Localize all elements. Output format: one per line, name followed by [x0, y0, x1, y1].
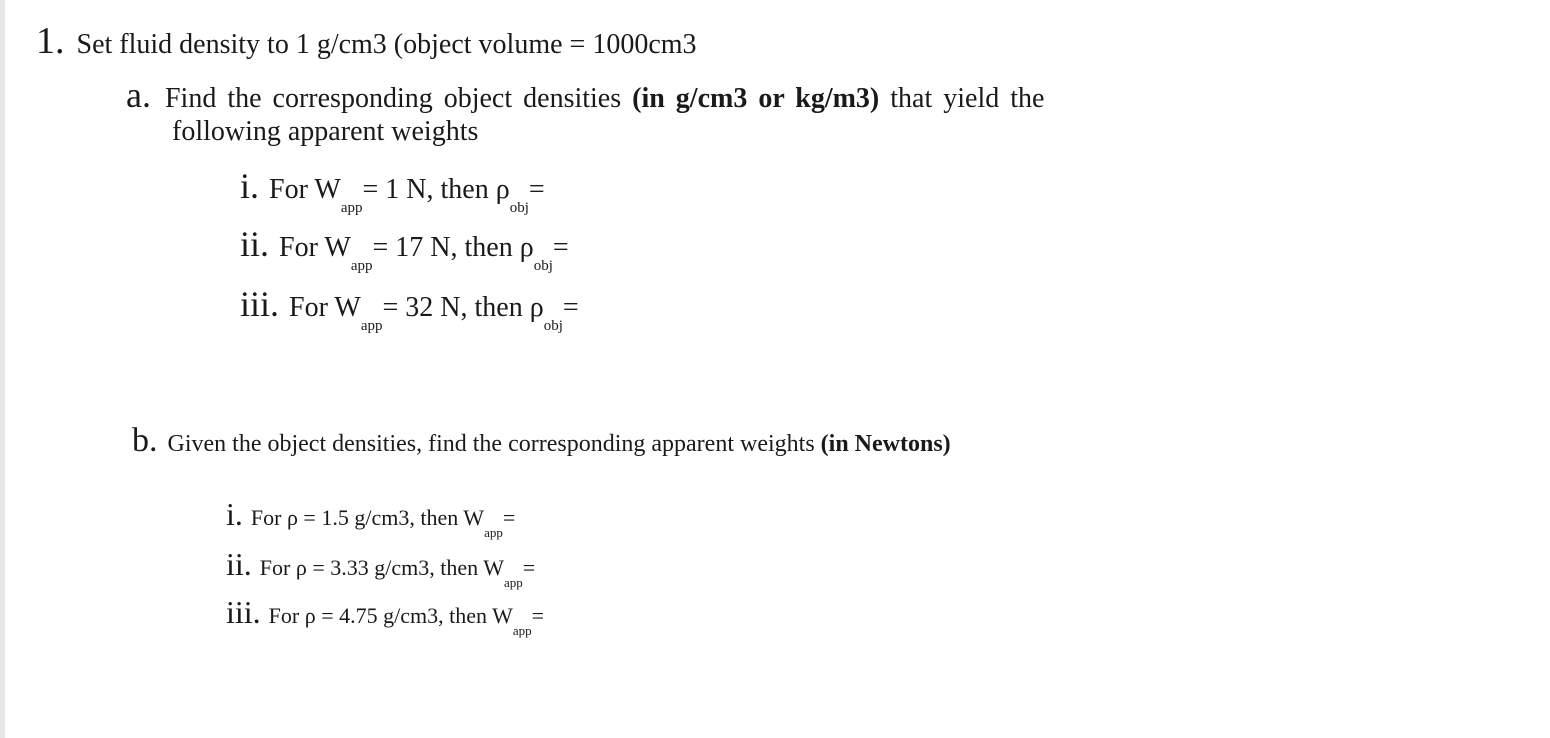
item-numeral: ii. — [226, 546, 252, 582]
item-numeral: ii. — [240, 224, 270, 264]
part-a-text-2: that yield the — [879, 83, 1045, 114]
item-pre: For W — [289, 292, 361, 323]
part-a-text-line2: following apparent weights — [172, 116, 479, 147]
item-post: = — [502, 505, 516, 530]
part-b-item-3 — [226, 594, 545, 638]
question-number: 1. — [36, 20, 65, 62]
item-pre: For W — [279, 232, 351, 263]
subscript-app: app — [350, 258, 373, 274]
item-post: = — [562, 292, 579, 323]
question-1 — [36, 22, 697, 60]
subscript-app: app — [512, 623, 532, 638]
part-a-heading — [126, 77, 1044, 113]
item-pre: For W — [269, 174, 341, 205]
item-pre: For ρ = 4.75 g/cm3, then W — [268, 603, 513, 628]
subscript-obj: obj — [533, 258, 553, 274]
part-a-item-3 — [240, 284, 579, 334]
part-b-item-2 — [226, 546, 536, 590]
item-post: = — [528, 174, 545, 205]
part-b-item-1 — [226, 496, 516, 540]
part-a-letter: a. — [126, 75, 151, 115]
item-mid: = 32 N, then ρ — [382, 292, 544, 323]
subscript-app: app — [503, 575, 523, 590]
item-pre: For ρ = 1.5 g/cm3, then W — [250, 505, 485, 530]
subscript-app: app — [360, 318, 383, 334]
subscript-app: app — [484, 525, 503, 540]
subscript-obj: obj — [543, 318, 563, 334]
page-left-edge — [0, 0, 5, 738]
item-post: = — [531, 603, 545, 628]
part-b-units: (in Newtons) — [820, 431, 951, 457]
item-post: = — [552, 232, 569, 263]
item-numeral: i. — [226, 496, 243, 532]
subscript-obj: obj — [509, 200, 529, 216]
item-numeral: i. — [240, 166, 260, 206]
item-numeral: iii. — [226, 594, 261, 630]
item-mid: = 17 N, then ρ — [372, 232, 534, 263]
item-post: = — [522, 555, 536, 580]
subscript-app: app — [340, 200, 363, 216]
part-b-letter: b. — [132, 422, 158, 459]
part-b-heading — [132, 424, 951, 458]
part-a-units: (in g/cm3 or kg/m3) — [632, 83, 880, 114]
question-text: Set fluid density to 1 g/cm3 (object volume = 1000cm3 — [76, 29, 697, 60]
item-numeral: iii. — [240, 284, 280, 324]
part-b-text-1: Given the object densities, find the corresponding apparent weights — [167, 431, 821, 457]
part-a-item-1 — [240, 166, 545, 216]
part-a-text-1: Find the corresponding object densities — [164, 83, 633, 114]
item-mid: = 1 N, then ρ — [362, 174, 510, 205]
part-a-heading-line-2 — [172, 118, 478, 146]
item-pre: For ρ = 3.33 g/cm3, then W — [259, 555, 504, 580]
part-a-item-2 — [240, 224, 569, 274]
